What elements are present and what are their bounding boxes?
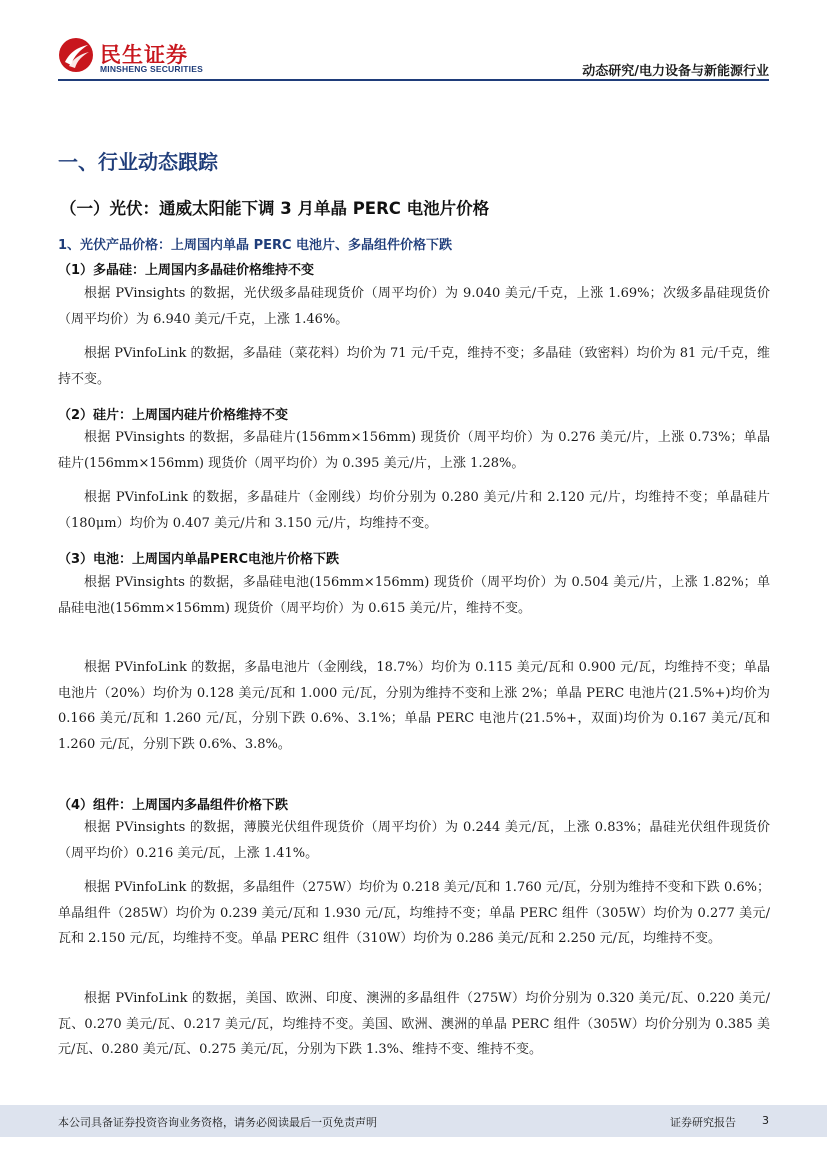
paragraph: 根据 PVinsights 的数据，多晶硅电池(156mm×156mm) 现货价（周平均价）为 0.504 美元/片，上涨 1.82%；单晶硅电池(156mm×156mm) 现货价（周平均价）为 0.615 美元/片，维持不变。 (58, 575, 770, 616)
subsection-title: （一）光伏：通威太阳能下调 3 月单晶 PERC 电池片价格 (60, 199, 490, 218)
topic-title: 1、光伏产品价格：上周国内单晶 PERC 电池片、多晶组件价格下跌 (58, 238, 453, 253)
minsheng-logo-icon (58, 37, 94, 73)
footer-doc-type: 证券研究报告 (670, 1116, 736, 1129)
paragraph: 根据 PVinfoLink 的数据，多晶硅片（金刚线）均价分别为 0.280 美元/片和 2.120 元/片，均维持不变；单晶硅片（180μm）均价为 0.407 美元/片和 3.150 元/片，均维持不变。 (58, 490, 770, 531)
page-header (0, 0, 827, 82)
paragraph: 根据 PVinsights 的数据，多晶硅片(156mm×156mm) 现货价（周平均价）为 0.276 美元/片，上涨 0.73%；单晶硅片(156mm×156mm) 现货价（周平均价）为 0.395 美元/片，上涨 1.28%。 (58, 430, 770, 471)
section-title: 一、行业动态跟踪 (58, 150, 218, 174)
paragraph: 根据 PVinsights 的数据，薄膜光伏组件现货价（周平均价）为 0.244 美元/瓦，上涨 0.83%；晶硅光伏组件现货价（周平均价）0.216 美元/瓦，上涨 1.41%。 (58, 820, 770, 861)
block-heading-module: （4）组件：上周国内多晶组件价格下跌 (58, 798, 289, 813)
page-number: 3 (762, 1114, 769, 1127)
block-heading-wafer: （2）硅片：上周国内硅片价格维持不变 (58, 408, 289, 423)
company-logo (58, 37, 208, 77)
paragraph: 根据 PVinfoLink 的数据，多晶组件（275W）均价为 0.218 美元/瓦和 1.760 元/瓦，分别为维持不变和下跌 0.6%；单晶组件（285W）均价为 0.239 美元/瓦和 1.930 元/瓦，均维持不变；单晶 PERC 组件（305W）均价为 0.277 美元/瓦和 2.150 元/瓦，均维持不变。单晶 PERC 组件（310W）均价为 0.286 美元/瓦和 2.250 元/瓦，均维持不变。 (58, 880, 770, 946)
header-divider (58, 79, 769, 81)
paragraph: 根据 PVinfoLink 的数据，美国、欧洲、印度、澳洲的多晶组件（275W）均价分别为 0.320 美元/瓦、0.220 美元/瓦、0.270 美元/瓦、0.217 美元/瓦，均维持不变。美国、欧洲、澳洲的单晶 PERC 组件（305W）均价分别为 0.385 美元/瓦、0.280 美元/瓦、0.275 美元/瓦，分别为下跌 1.3%、维持不变、维持不变。 (58, 991, 770, 1057)
block-heading-cell: （3）电池：上周国内单晶PERC电池片价格下跌 (58, 552, 340, 567)
paragraph: 根据 PVinsights 的数据，光伏级多晶硅现货价（周平均价）为 9.040 美元/千克，上涨 1.69%；次级多晶硅现货价（周平均价）为 6.940 美元/千克，上涨 1.46%。 (58, 286, 770, 327)
paragraph: 根据 PVinfoLink 的数据，多晶硅（菜花料）均价为 71 元/千克，维持不变；多晶硅（致密料）均价为 81 元/千克，维持不变。 (58, 346, 770, 387)
report-category: 动态研究/电力设备与新能源行业 (582, 64, 769, 79)
logo-english-name: MINSHENG SECURITIES (100, 64, 203, 74)
paragraph: 根据 PVinfoLink 的数据，多晶电池片（金刚线，18.7%）均价为 0.115 美元/瓦和 0.900 元/瓦，均维持不变；单晶电池片（20%）均价为 0.128 美元/瓦和 1.000 元/瓦，分别为维持不变和上涨 2%；单晶 PERC 电池片(21.5%+)均价为 0.166 美元/瓦和 1.260 元/瓦，分别下跌 0.6%、3.1%；单晶 PERC 电池片(21.5%+，双面)均价为 0.167 美元/瓦和 1.260 元/瓦，分别下跌 0.6%、3.8%。 (58, 660, 770, 752)
block-heading-polysilicon: （1）多晶硅：上周国内多晶硅价格维持不变 (58, 263, 315, 278)
logo-chinese-name: 民生证券 (100, 43, 188, 67)
page-footer (0, 1105, 827, 1137)
footer-disclaimer: 本公司具备证券投资咨询业务资格，请务必阅读最后一页免责声明 (58, 1116, 377, 1129)
